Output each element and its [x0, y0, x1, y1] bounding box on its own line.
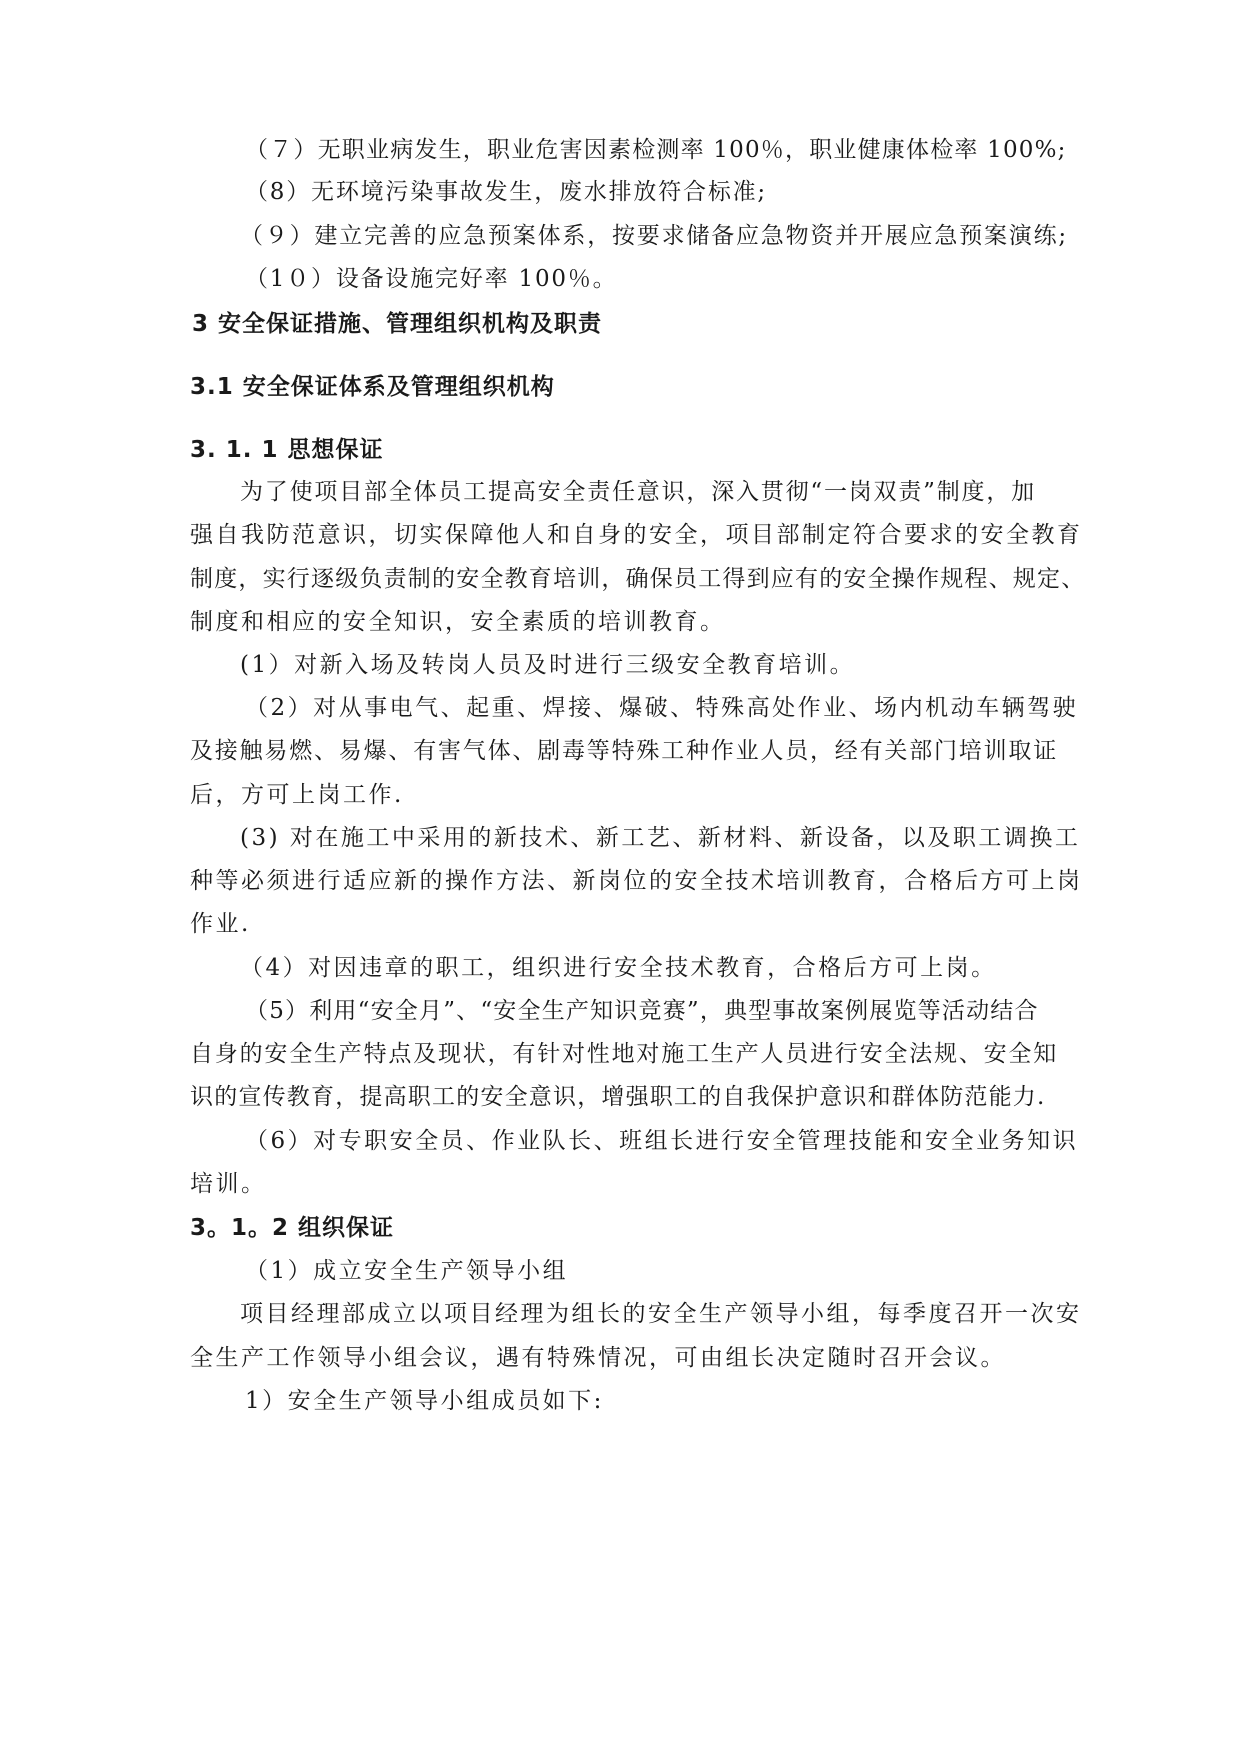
list-item-8: （8）无环境污染事故发生，废水排放符合标准;: [245, 179, 767, 205]
section-heading-3-1: 3.1 安全保证体系及管理组织机构: [190, 374, 555, 400]
list-item-5: （5）利用“安全月”、“安全生产知识竞赛”，典型事故案例展览等活动结合: [245, 998, 1039, 1024]
section-heading-3-1-1: 3. 1. 1 思想保证: [190, 437, 384, 463]
sub-list-item-1: 1）安全生产领导小组成员如下:: [245, 1388, 604, 1414]
paragraph-line: 识的宣传教育，提高职工的安全意识，增强职工的自我保护意识和群体防范能力.: [190, 1084, 1046, 1110]
list-item-9: （９）建立完善的应急预案体系，按要求储备应急物资并开展应急预案演练;: [240, 223, 1068, 249]
paragraph-line: 培训。: [190, 1171, 267, 1197]
paragraph-line: 种等必须进行适应新的操作方法、新岗位的安全技术培训教育，合格后方可上岗: [190, 868, 1083, 894]
paragraph-line: 强自我防范意识，切实保障他人和自身的安全，项目部制定符合要求的安全教育: [190, 522, 1083, 548]
list-item-1: (1）对新入场及转岗人员及时进行三级安全教育培训。: [240, 652, 856, 678]
paragraph-line: 及接触易燃、易爆、有害气体、剧毒等特殊工种作业人员，经有关部门培训取证: [190, 738, 1058, 764]
section-heading-3: 3 安全保证措施、管理组织机构及职责: [192, 311, 603, 337]
list-item-10: （1０）设备设施完好率 100％。: [245, 266, 618, 292]
paragraph-line: 自身的安全生产特点及现状，有针对性地对施工生产人员进行安全法规、安全知: [190, 1041, 1058, 1067]
section-heading-3-1-2: 3。1。2 组织保证: [190, 1215, 395, 1241]
paragraph-line: 为了使项目部全体员工提高安全责任意识，深入贯彻“一岗双责”制度，加: [240, 479, 1036, 505]
paragraph-line: 后，方可上岗工作.: [190, 782, 404, 808]
paragraph-line: 项目经理部成立以项目经理为组长的安全生产领导小组，每季度召开一次安: [240, 1301, 1082, 1327]
paragraph-line: 全生产工作领导小组会议，遇有特殊情况，可由组长决定随时召开会议。: [190, 1345, 1006, 1371]
list-item-org-1: （1）成立安全生产领导小组: [245, 1258, 569, 1284]
list-item-6: （6）对专职安全员、作业队长、班组长进行安全管理技能和安全业务知识: [245, 1128, 1079, 1154]
list-item-7: （７）无职业病发生，职业危害因素检测率 100％，职业健康体检率 100%;: [245, 137, 1067, 163]
paragraph-line: 制度和相应的安全知识，安全素质的培训教育。: [190, 609, 726, 635]
paragraph-line: 作业.: [190, 911, 251, 937]
list-item-3: (3) 对在施工中采用的新技术、新工艺、新材料、新设备，以及职工调换工: [240, 825, 1081, 851]
list-item-4: （4）对因违章的职工，组织进行安全技术教育，合格后方可上岗。: [240, 955, 997, 981]
list-item-2: （2）对从事电气、起重、焊接、爆破、特殊高处作业、场内机动车辆驾驶: [245, 695, 1079, 721]
paragraph-line: 制度，实行逐级负责制的安全教育培训，确保员工得到应有的安全操作规程、规定、: [190, 566, 1086, 592]
